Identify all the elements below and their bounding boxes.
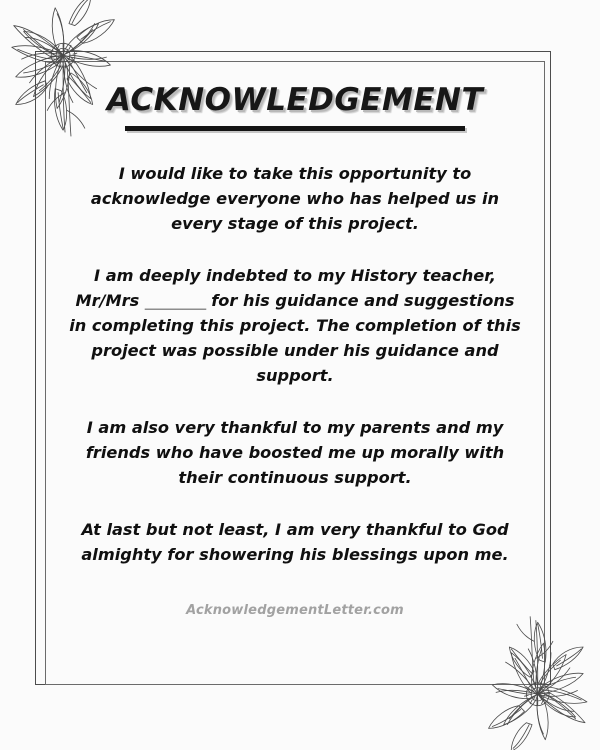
paragraph-god-thanks-text: At last but not least, I am very thankful to God almighty for showering his blessings upon me. [81, 519, 509, 564]
letter-body [64, 161, 526, 567]
paragraph-intro-text: I would like to take this opportunity to acknowledge everyone who has helped us in every stage of this project. [90, 163, 500, 233]
title-underline-rule [125, 126, 465, 131]
page-title: ACKNOWLEDGEMENT [106, 82, 484, 118]
letter-content [52, 70, 538, 618]
paragraph-god-thanks [64, 517, 526, 567]
title-block [64, 84, 526, 131]
paragraph-intro [64, 161, 526, 236]
flower-line-art-icon [462, 608, 600, 750]
footer-watermark: AcknowledgementLetter.com [186, 602, 404, 618]
paragraph-teacher-thanks [64, 263, 526, 388]
paragraph-parents-friends-text: I am also very thankful to my parents and my friends who have boosted me up morally with their continuous support. [85, 417, 505, 487]
paragraph-parents-friends [64, 415, 526, 490]
paragraph-teacher-text-before: I am deeply indebted to my History teacher, Mr/Mrs [75, 265, 496, 310]
teacher-name-blank[interactable]: ________ [144, 290, 206, 310]
paragraph-teacher-text-after: for his guidance and suggestions in completing this project. The completion of this project was possible under his guidance and support. [69, 290, 521, 385]
